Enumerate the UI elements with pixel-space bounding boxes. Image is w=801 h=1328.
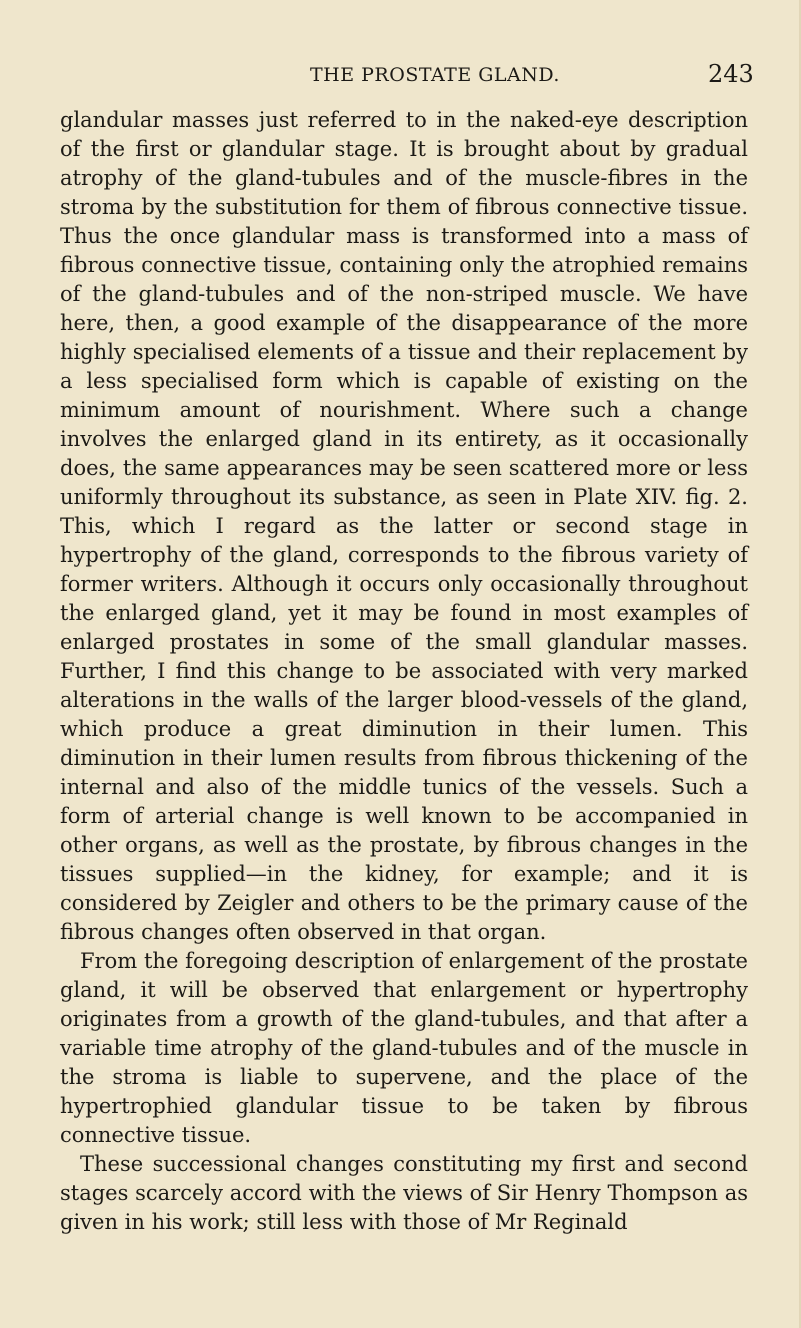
body-text (60, 106, 748, 1237)
page-header (0, 58, 801, 92)
running-title: THE PROSTATE GLAND. (310, 64, 560, 86)
paragraph: From the foregoing description of enlargement of the prostate gland, it will be observed that enlargement or hypertrophy originates from a growth of the gland-tubules, and that after a variable time atrophy of the gland-tubules and of the muscle in the stroma is liable to supervene, and the place of the hypertrophied glandular tissue to be taken by fibrous connective tissue. (60, 949, 748, 1147)
page-number: 243 (708, 60, 754, 88)
paragraph: These successional changes constituting my first and second stages scarcely accord with the views of Sir Henry Thompson as given in his work; still less with those of Mr Reginald (60, 1152, 748, 1234)
paragraph-continued: glandular masses just referred to in the naked-eye description of the first or glandular stage. It is brought about by gradual atrophy of the gland-tubules and of the muscle-fibres in the stroma by the substitution for them of fibrous connective tissue. Thus the once glandular mass is transformed into a mass of fibrous connective tissue, containing only the atrophied remains of the gland-tubules and of the non-striped muscle. We have here, then, a good example of the disappearance of the more highly specialised elements of a tissue and their replacement by a less specialised form which is capable of existing on the minimum amount of nourishment. Where such a change involves the enlarged gland in its entirety, as it occasionally does, the same appearances may be seen scattered more or less uniformly throughout its substance, as seen in Plate XIV. fig. 2. This, which I regard as the latter or second stage in hypertrophy of the gland, corresponds to the fibrous variety of former writers. Although it occurs only occasionally throughout the enlarged gland, yet it may be found in most examples of enlarged prostates in some of the small glandular masses. Further, I find this change to be associated with very marked alterations in the walls of the larger blood-vessels of the gland, which produce a great diminution in their lumen. This diminution in their lumen results from fibrous thickening of the internal and also of the middle tunics of the vessels. Such a form of arterial change is well known to be accompanied in other organs, as well as the prostate, by fibrous changes in the tissues supplied—in the kidney, for example; and it is considered by Zeigler and others to be the primary cause of the fibrous changes often observed in that organ. (60, 108, 748, 944)
